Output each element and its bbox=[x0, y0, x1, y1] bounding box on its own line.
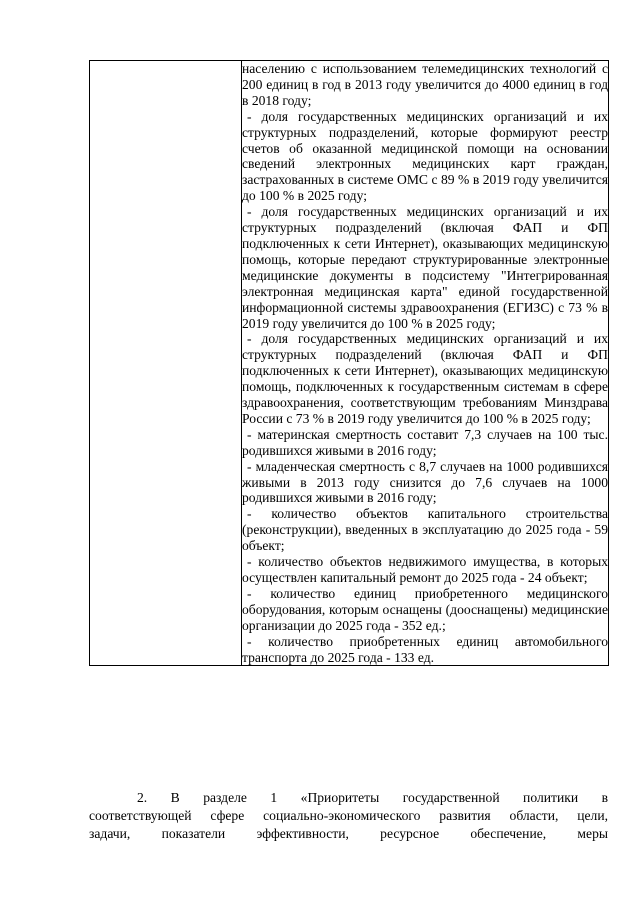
table-right-cell bbox=[242, 61, 609, 666]
indicator-paragraph: - количество единиц приобретенного медицинского оборудования, которым оснащены (дооснащены) медицинские организации до 2025 года - 352 ед.; bbox=[242, 585, 608, 633]
indicator-paragraph: - доля государственных медицинских организаций и их структурных подразделений (включая ФАП и ФП подключенных к сети Интернет), оказывающих медицинскую помощь, которые передают структурированные электронные медицинские документы в подсистему "Интегрированная электронная медицинская карта" единой государственной информационной системы здравоохранения (ЕГИЗС) с 73 % в 2019 году увеличится до 100 % в 2025 году; bbox=[242, 204, 608, 331]
indicator-paragraph: - материнская смертность составит 7,3 случаев на 100 тыс. родившихся живыми в 2016 году; bbox=[242, 426, 608, 458]
body-line: соответствующей сфере социально-экономического развития области, цели, bbox=[89, 808, 608, 823]
indicators-table bbox=[89, 60, 609, 666]
indicator-paragraph: - младенческая смертность с 8,7 случаев на 1000 родившихся живыми в 2013 году снизится до 7,6 случаев на 1000 родившихся живыми в 2016 году; bbox=[242, 458, 608, 506]
indicator-paragraph: - доля государственных медицинских организаций и их структурных подразделений (включая ФАП и ФП подключенных к сети Интернет), оказывающих медицинскую помощь, подключенных к государственным системам в сфере здравоохранения, соответствующим требованиям Минздрава России с 73 % в 2019 году увеличится до 100 % в 2025 году; bbox=[242, 331, 608, 426]
indicator-paragraph: - доля государственных медицинских организаций и их структурных подразделений, которые формируют реестр счетов об оказанной медицинской помощи на основании сведений электронных медицинских карт граждан, застрахованных в системе ОМС с 89 % в 2019 году увеличится до 100 % в 2025 году; bbox=[242, 108, 608, 204]
body-line: 2. В разделе 1 «Приоритеты государственной политики в bbox=[137, 790, 608, 805]
indicator-paragraph: - количество объектов капитального строительства (реконструкции), введенных в эксплуатацию до 2025 года - 59 объект; bbox=[242, 506, 608, 554]
table-row bbox=[90, 61, 609, 666]
body-line: задачи, показатели эффективности, ресурсное обеспечение, меры bbox=[89, 826, 608, 841]
body-paragraph bbox=[89, 789, 608, 843]
table-left-cell bbox=[90, 61, 242, 666]
indicator-paragraph: - количество приобретенных единиц автомобильного транспорта до 2025 года - 133 ед. bbox=[242, 633, 608, 665]
indicator-paragraph: - количество объектов недвижимого имущества, в которых осуществлен капитальный ремонт до 2025 года - 24 объект; bbox=[242, 554, 608, 585]
indicator-paragraph: населению с использованием телемедицинских технологий с 200 единиц в год в 2013 году увеличится до 4000 единиц в год в 2018 году; bbox=[242, 61, 608, 108]
